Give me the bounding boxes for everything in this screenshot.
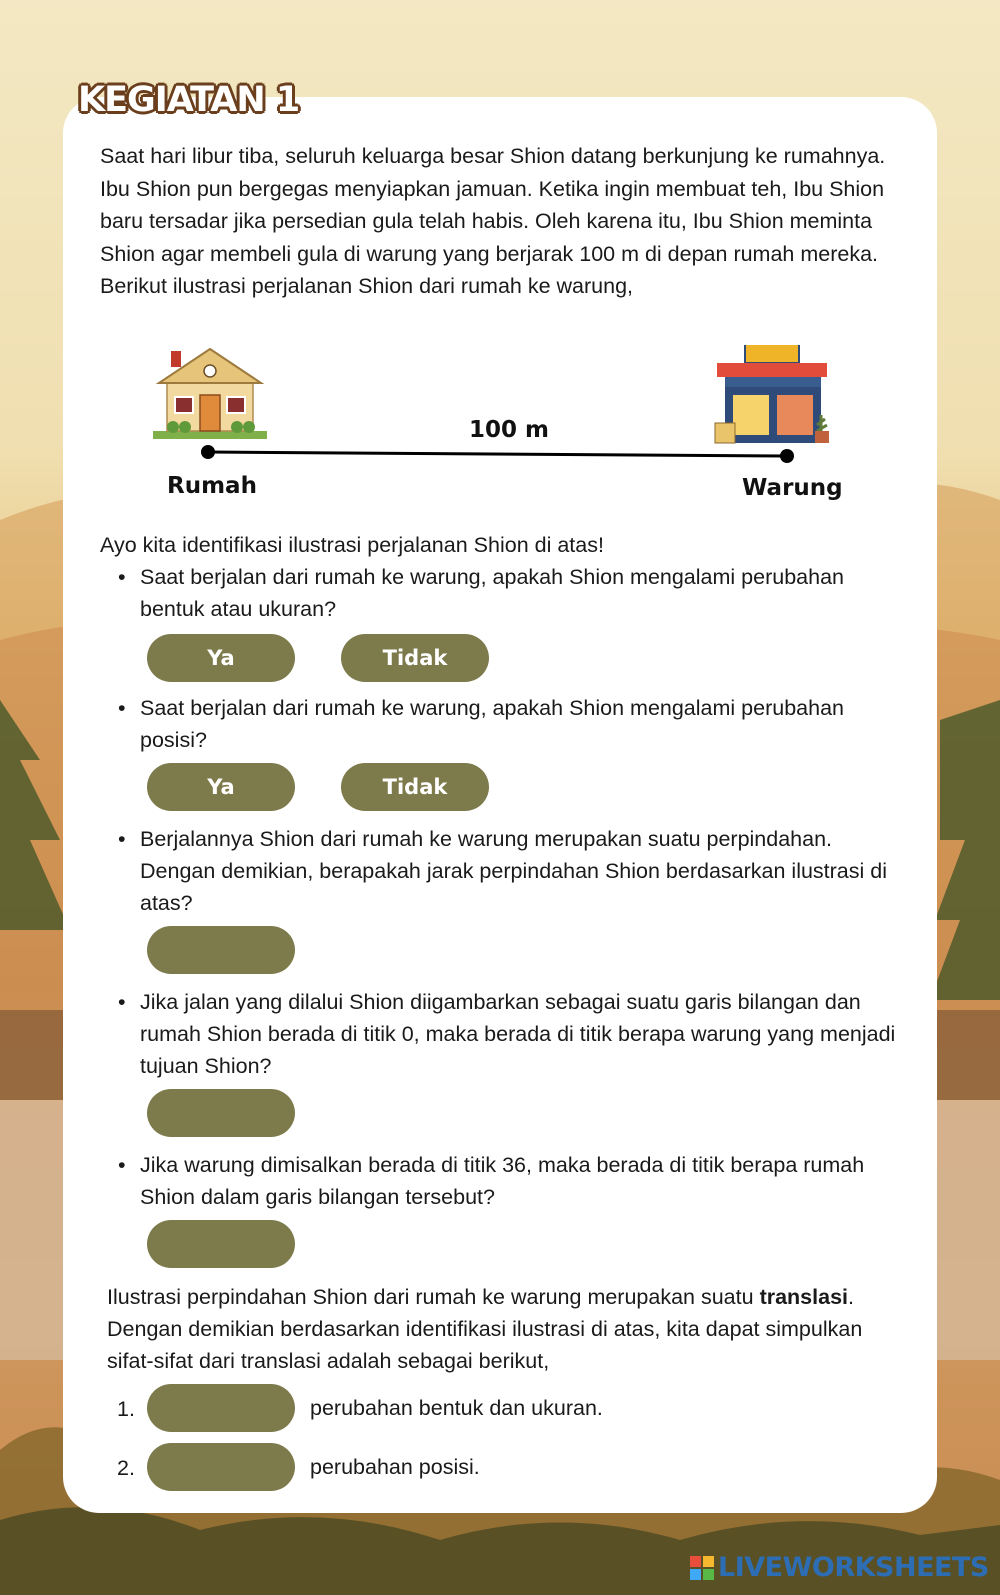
- property-1-text: perubahan bentuk dan ukuran.: [310, 1396, 603, 1420]
- question-3: Berjalannya Shion dari rumah ke warung merupakan suatu perpindahan. Dengan demikian, berapakah jarak perpindahan Shion berdasarkan ilustrasi di atas?: [140, 827, 887, 915]
- distance-label: 100 m: [469, 417, 549, 443]
- answer-ya-button[interactable]: Ya: [147, 634, 295, 682]
- bullet-dot: •: [118, 565, 126, 589]
- answer-ya-button[interactable]: Ya: [147, 763, 295, 811]
- identify-prompt: Ayo kita identifikasi ilustrasi perjalanan Shion di atas!: [100, 533, 604, 557]
- shop-label: Warung: [742, 475, 843, 501]
- question-5: Jika warung dimisalkan berada di titik 36, maka berada di titik berapa rumah Shion dalam garis bilangan tersebut?: [140, 1153, 865, 1209]
- answer-drop-zone[interactable]: [147, 926, 295, 974]
- bullet-dot: •: [118, 827, 126, 851]
- answer-drop-zone[interactable]: [147, 1384, 295, 1432]
- house-icon: [153, 349, 267, 439]
- conclusion-text-before: Ilustrasi perpindahan Shion dari rumah ke warung merupakan suatu: [107, 1285, 754, 1309]
- question-4: Jika jalan yang dilalui Shion diigambarkan sebagai suatu garis bilangan dan rumah Shion berada di titik 0, maka berada di titik berapa warung yang menjadi tujuan Shion?: [140, 990, 896, 1078]
- shop-icon: [715, 345, 829, 443]
- question-2: Saat berjalan dari rumah ke warung, apakah Shion mengalami perubahan posisi?: [140, 696, 844, 752]
- answer-tidak-button[interactable]: Tidak: [341, 763, 489, 811]
- answer-drop-zone[interactable]: [147, 1089, 295, 1137]
- liveworksheets-logo-icon: [690, 1556, 714, 1580]
- answer-tidak-button[interactable]: Tidak: [341, 634, 489, 682]
- conclusion-keyword: translasi: [759, 1285, 848, 1309]
- bullet-dot: •: [118, 696, 126, 720]
- liveworksheets-brand: LIVEWORKSHEETS: [718, 1552, 989, 1583]
- activity-title: KEGIATAN 1: [78, 80, 300, 120]
- conclusion-text-after: . Dengan demikian berdasarkan identifikasi ilustrasi di atas, kita dapat simpulkan sifat-sifat dari translasi adalah sebagai berikut,: [107, 1285, 863, 1373]
- answer-drop-zone[interactable]: [147, 1220, 295, 1268]
- home-label: Rumah: [167, 473, 257, 499]
- bullet-dot: •: [118, 1153, 126, 1177]
- conclusion-paragraph: [107, 1281, 907, 1377]
- question-1: Saat berjalan dari rumah ke warung, apakah Shion mengalami perubahan bentuk atau ukuran?: [140, 565, 844, 621]
- property-number: 1.: [117, 1397, 135, 1421]
- bullet-dot: •: [118, 990, 126, 1014]
- intro-paragraph: Saat hari libur tiba, seluruh keluarga besar Shion datang berkunjung ke rumahnya. Ibu Shion pun bergegas menyiapkan jamuan. Ketika ingin membuat teh, Ibu Shion baru tersadar jika persedian gula telah habis. Oleh karena itu, Ibu Shion meminta Shion agar membeli gula di warung yang berjarak 100 m di depan rumah mereka. Berikut ilustrasi perjalanan Shion dari rumah ke warung,: [100, 144, 886, 299]
- property-number: 2.: [117, 1456, 135, 1480]
- property-2-text: perubahan posisi.: [310, 1455, 480, 1479]
- answer-drop-zone[interactable]: [147, 1443, 295, 1491]
